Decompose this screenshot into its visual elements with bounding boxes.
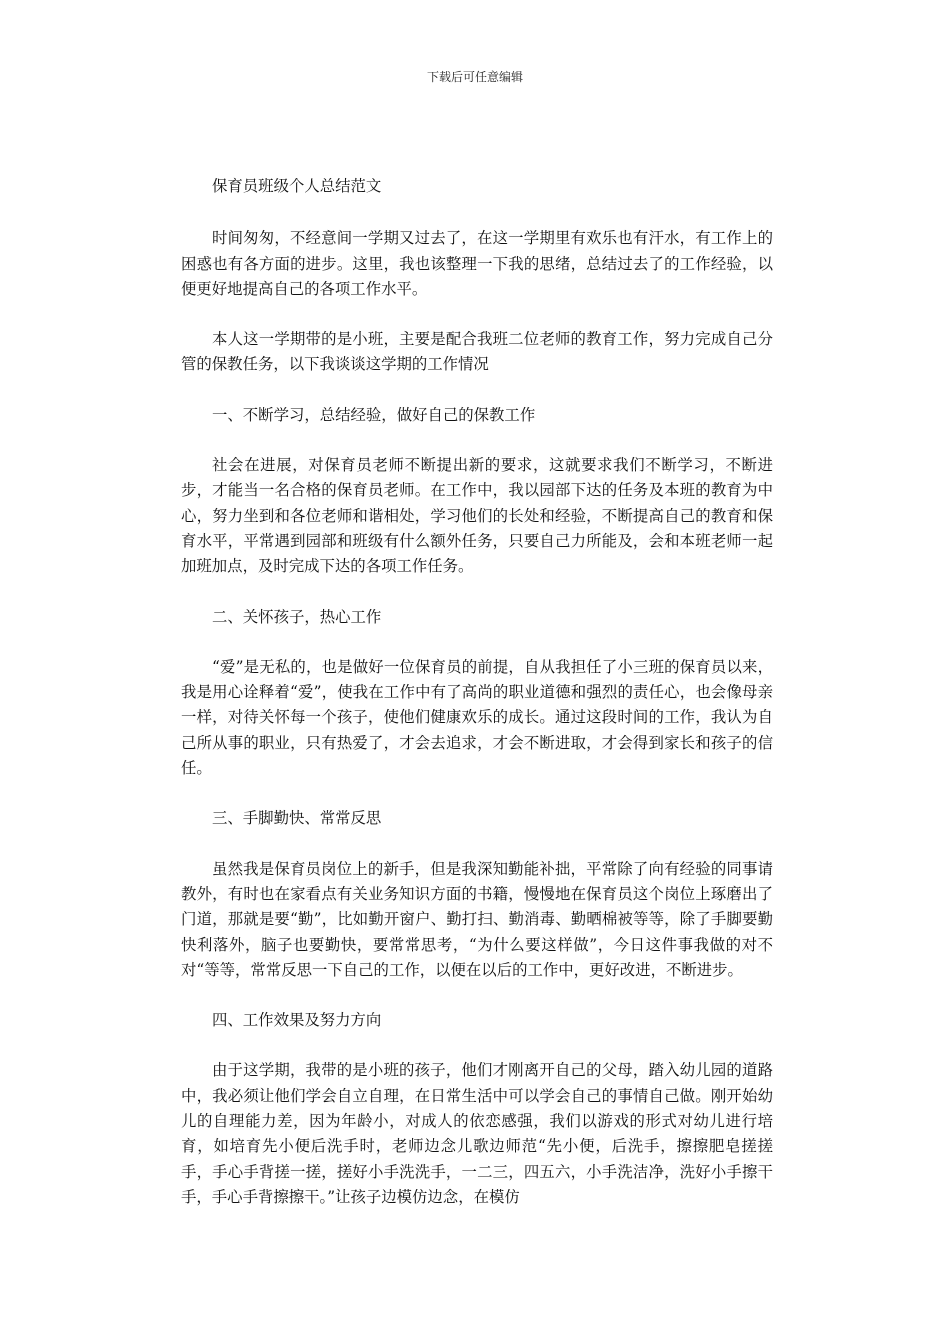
section-heading-2: 二、关怀孩子，热心工作 — [212, 607, 382, 626]
page-header-note: 下载后可任意编辑 — [426, 70, 523, 84]
section-heading-4: 四、工作效果及努力方向 — [212, 1011, 382, 1030]
section-body-3: 虽然我是保育员岗位上的新手，但是我深知勤能补拙，平常除了向有经验的同事请教外，有时也在家看点有关业务知识方面的书籍，慢慢地在保育员这个岗位上琢磨出了门道，那就是要“勤”，比如勤开窗户、勤打扫、勤消毒、勤晒棉被等等，除了手脚要勤快利落外，脑子也要勤快，要常常思考，“为什么要这样做”，今日这件事我做的对不对“等等，常常反思一下自己的工作，以便在以后的工作中，更好改进，不断进步。 — [181, 859, 773, 979]
section-heading-3: 三、手脚勤快、常常反思 — [212, 809, 382, 828]
intro-paragraph: 时间匆匆，不经意间一学期又过去了，在这一学期里有欢乐也有汗水，有工作上的困惑也有各方面的进步。这里，我也该整理一下我的思绪，总结过去了的工作经验，以便更好地提高自己的各项工作水平。 — [181, 229, 773, 298]
document-body — [181, 174, 773, 1210]
document-title: 保育员班级个人总结范文 — [212, 177, 382, 195]
section-body-4: 由于这学期，我带的是小班的孩子，他们才刚离开自己的父母，踏入幼儿园的道路中，我必须让他们学会自立自理，在日常生活中可以学会自己的事情自己做。刚开始幼儿的自理能力差，因为年龄小，对成人的依恋感强，我们以游戏的形式对幼儿进行培育，如培育先小便后洗手时，老师边念儿歌边师范“先小便，后洗手，擦擦肥皂搓搓手，手心手背搓一搓，搓好小手洗洗手，一二三，四五六，小手洗洁净，洗好小手擦干手，手心手背擦擦干。”让孩子边模仿边念，在模仿 — [181, 1061, 773, 1206]
section-heading-1: 一、不断学习，总结经验，做好自己的保教工作 — [212, 405, 536, 424]
section-body-1: 社会在进展，对保育员老师不断提出新的要求，这就要求我们不断学习，不断进步，才能当一名合格的保育员老师。在工作中，我以园部下达的任务及本班的教育为中心，努力坐到和各位老师和谐相处，学习他们的长处和经验，不断提高自己的教育和保育水平，平常遇到园部和班级有什么额外任务，只要自己力所能及，会和本班老师一起加班加点，及时完成下达的各项工作任务。 — [181, 456, 773, 576]
overview-paragraph: 本人这一学期带的是小班，主要是配合我班二位老师的教育工作，努力完成自己分管的保教任务，以下我谈谈这学期的工作情况 — [181, 330, 773, 374]
section-body-2: “爱”是无私的，也是做好一位保育员的前提，自从我担任了小三班的保育员以来，我是用心诠释着“爱”，使我在工作中有了高尚的职业道德和强烈的责任心，也会像母亲一样，对待关怀每一个孩子，使他们健康欢乐的成长。通过这段时间的工作，我认为自己所从事的职业，只有热爱了，才会去追求，才会不断进取，才会得到家长和孩子的信任。 — [181, 657, 773, 778]
